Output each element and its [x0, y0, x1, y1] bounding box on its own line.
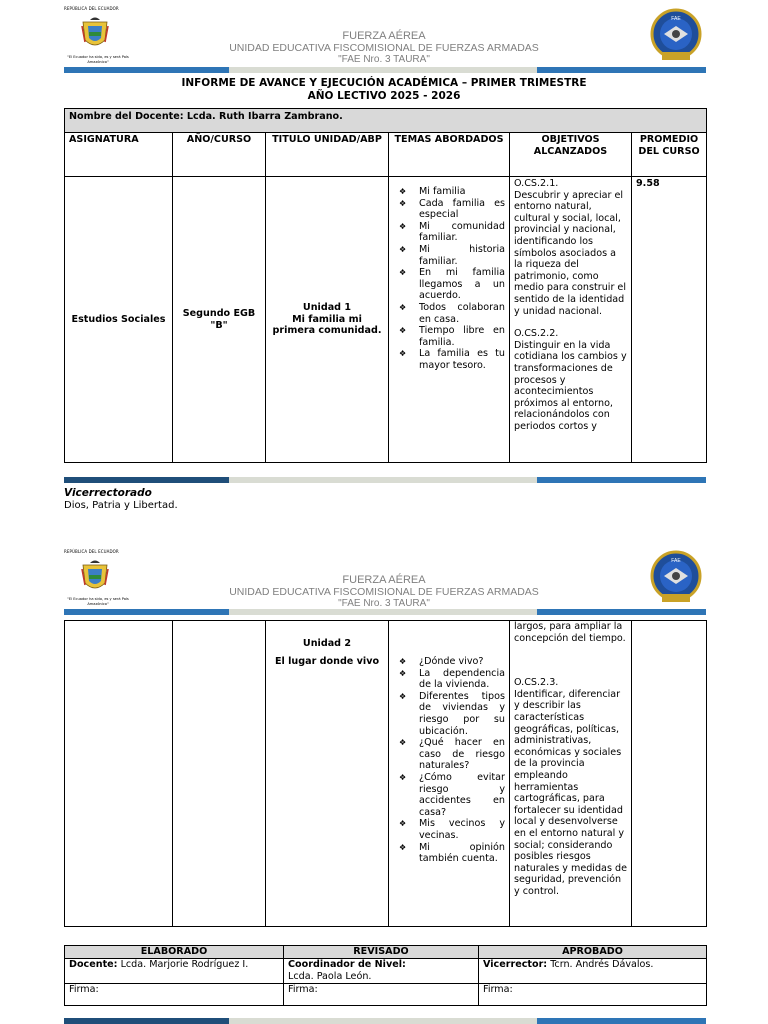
header-line-1: FUERZA AÉREA	[342, 574, 426, 586]
motto-text: "El Ecuador ha sido, es y será País Amazónico"	[67, 597, 129, 606]
report-title-line: INFORME DE AVANCE Y EJECUCIÓN ACADÉMICA – PRIMER TRIMESTRE	[181, 77, 587, 89]
institution-header	[200, 574, 568, 609]
unit2-name: El lugar donde vivo	[274, 655, 380, 667]
objective-text: Identificar, diferenciar y describir las características geográficas, políticas, administrativas, económicas y sociales de la provincia empleando herramientas cartográficas, para fortalecer su identidad local y desenvolverse en el entorno natural y social; considerando posibles riesgos naturales y medidas de seguridad, prevención y control.	[514, 688, 627, 897]
topic-item: ❖ Mi historia familiar.	[393, 244, 505, 267]
header-line-2: UNIDAD EDUCATIVA FISCOMISIONAL DE FUERZAS ARMADAS	[229, 42, 539, 54]
header-temas: TEMAS ABORDADOS	[389, 133, 510, 177]
sig-coordinador	[284, 959, 479, 984]
objectives-cell-1	[510, 177, 632, 463]
header-stripe	[64, 67, 706, 73]
header-curso: AÑO/CURSO	[173, 133, 266, 177]
objective-text: Distinguir en la vida cotidiana los cambios y transformaciones de procesos y acontecimientos próximos al entorno, relacionándolos con periodos cortos y	[514, 339, 627, 432]
average-cell: 9.58	[632, 177, 707, 463]
subject-cell-empty	[65, 621, 173, 927]
unit1-title: Unidad 1	[302, 302, 352, 314]
header-line-3: "FAE Nro. 3 TAURA"	[338, 54, 430, 65]
header-stripe	[64, 609, 706, 615]
sig-firma-2: Firma:	[284, 984, 479, 1006]
unit1-cell	[266, 177, 389, 463]
topic-item: ❖ Mi opinión también cuenta.	[393, 842, 505, 865]
topic-item: ❖ Mis vecinos y vecinas.	[393, 818, 505, 841]
academic-table	[64, 108, 707, 463]
emblem-label: FAE	[671, 558, 681, 564]
sig-coordinador-name: Lcda. Paola León.	[288, 971, 372, 982]
average-cell-empty	[632, 621, 707, 927]
topic-item: ❖ ¿Dónde vivo?	[393, 656, 505, 668]
fae-emblem-icon	[650, 550, 702, 606]
topic-item: ❖ En mi familia llegamos a un acuerdo.	[393, 267, 505, 302]
objective-text: largos, para ampliar la concepción del tiempo.	[514, 621, 626, 644]
fae-emblem-icon	[650, 8, 702, 64]
topics-list-1	[393, 186, 505, 372]
institution-header	[200, 30, 568, 65]
report-year-line: AÑO LECTIVO 2025 - 2026	[307, 90, 461, 102]
course-cell: Segundo EGB "B"	[173, 177, 266, 463]
header-asignatura: ASIGNATURA	[65, 133, 173, 177]
ecuador-coat-of-arms-icon	[80, 16, 110, 52]
topic-item: ❖ La dependencia de la vivienda.	[393, 668, 505, 691]
report-title	[0, 77, 768, 103]
course-cell-empty	[173, 621, 266, 927]
header-line-3: "FAE Nro. 3 TAURA"	[338, 598, 430, 609]
topics-cell-2	[389, 621, 510, 927]
sig-firma-1: Firma:	[65, 984, 284, 1006]
objectives-cell-2	[510, 621, 632, 927]
sig-vicerrector	[479, 959, 707, 984]
objective-code: O.CS.2.1.	[514, 178, 559, 189]
signature-table	[64, 945, 707, 1006]
footer-stripe	[64, 477, 706, 483]
topics-list-2	[393, 656, 505, 865]
teacher-name: Nombre del Docente: Lcda. Ruth Ibarra Zambrano.	[65, 109, 707, 133]
emblem-label: FAE	[671, 16, 681, 22]
topic-item: ❖ La familia es tu mayor tesoro.	[393, 348, 505, 371]
republic-label: REPÚBLICA DEL ECUADOR	[64, 549, 119, 554]
sig-vicerrector-name: Tcrn. Andrés Dávalos.	[547, 959, 654, 970]
topic-item: ❖ Cada familia es especial	[393, 198, 505, 221]
footer-stripe	[64, 1018, 706, 1024]
objective-code: O.CS.2.2.	[514, 328, 559, 340]
sig-docente-name: Lcda. Marjorie Rodríguez I.	[117, 959, 249, 970]
topic-item: ❖ Tiempo libre en familia.	[393, 325, 505, 348]
ecuador-coat-of-arms-icon	[80, 559, 110, 595]
topic-item: ❖ ¿Cómo evitar riesgo y accidentes en casa?	[393, 772, 505, 818]
topics-cell-1	[389, 177, 510, 463]
office-label: Vicerrectorado	[64, 487, 152, 499]
topic-item: ❖ Diferentes tipos de viviendas y riesgo por su ubicación.	[393, 691, 505, 737]
sig-header-elaborado: ELABORADO	[65, 946, 284, 959]
slogan-text: Dios, Patria y Libertad.	[64, 500, 178, 511]
sig-firma-3: Firma:	[479, 984, 707, 1006]
unit2-cell	[266, 621, 389, 927]
header-line-1: FUERZA AÉREA	[342, 30, 426, 42]
unit2-title: Unidad 2	[302, 638, 352, 649]
sig-docente	[65, 959, 284, 984]
header-line-2: UNIDAD EDUCATIVA FISCOMISIONAL DE FUERZAS ARMADAS	[229, 586, 539, 598]
topic-item: ❖ Todos colaboran en casa.	[393, 302, 505, 325]
republic-label: REPÚBLICA DEL ECUADOR	[64, 6, 119, 11]
topic-item: ❖ ¿Qué hacer en caso de riesgo naturales?	[393, 737, 505, 772]
header-objetivos: OBJETIVOS ALCANZADOS	[510, 133, 632, 177]
sig-header-revisado: REVISADO	[284, 946, 479, 959]
topic-item: ❖ Mi comunidad familiar.	[393, 221, 505, 244]
header-titulo: TITULO UNIDAD/ABP	[266, 133, 389, 177]
sig-coordinador-label: Coordinador de Nivel:	[288, 959, 406, 970]
sig-docente-label: Docente:	[69, 959, 118, 970]
objective-text: Descubrir y apreciar el entorno natural, cultural y social, local, provincial y nacional, identificando los símbolos asociados a la riqueza del patrimonio, como medio para construir el sentido de la identidad y unidad nacional.	[514, 189, 627, 317]
motto-text: "El Ecuador ha sido, es y será País Amazónico"	[67, 55, 129, 64]
topic-item: ❖ Mi familia	[393, 186, 505, 198]
academic-table-continued	[64, 620, 707, 927]
unit1-name: Mi familia mi primera comunidad.	[272, 313, 382, 337]
objective-code: O.CS.2.3.	[514, 677, 559, 689]
subject-cell: Estudios Sociales	[65, 177, 173, 463]
sig-header-aprobado: APROBADO	[479, 946, 707, 959]
header-promedio: PROMEDIO DEL CURSO	[632, 133, 707, 177]
sig-vicerrector-label: Vicerrector:	[483, 959, 548, 970]
